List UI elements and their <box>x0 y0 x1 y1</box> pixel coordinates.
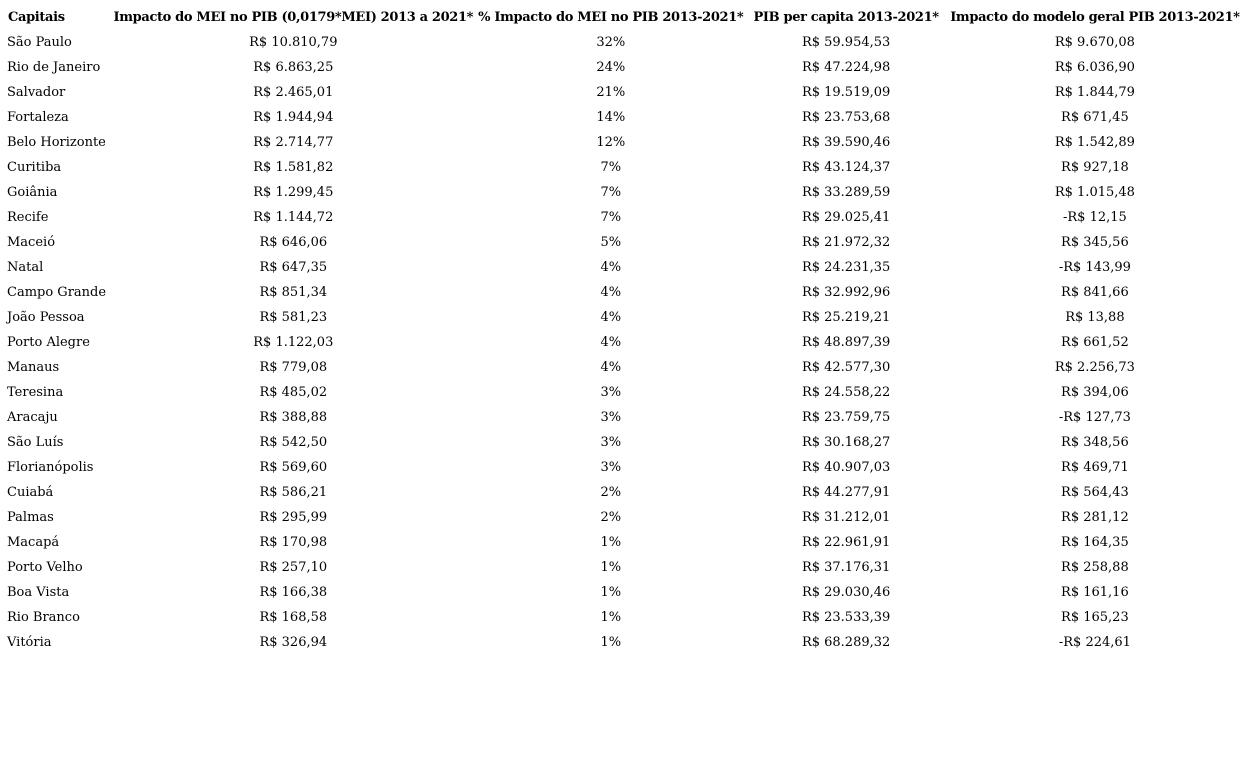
cell-impacto-mei: R$ 542,50 <box>259 435 328 450</box>
table-row <box>0 55 1246 80</box>
cell-impacto-mei: R$ 168,58 <box>259 610 328 625</box>
cell-capital: Belo Horizonte <box>7 135 106 150</box>
cell-pib-per-capita: R$ 42.577,30 <box>801 360 891 375</box>
cell-pib-per-capita: R$ 29.025,41 <box>801 210 891 225</box>
cell-impacto-modelo: R$ 164,35 <box>1061 535 1129 550</box>
cell-impacto-mei: R$ 1.299,45 <box>253 185 334 200</box>
cell-capital: Fortaleza <box>7 110 69 125</box>
cell-pib-per-capita: R$ 48.897,39 <box>801 335 891 350</box>
table-row <box>0 230 1246 255</box>
cell-pib-per-capita: R$ 24.231,35 <box>801 260 891 275</box>
table-row <box>0 480 1246 505</box>
header-pib-per-capita: PIB per capita 2013-2021* <box>753 10 939 25</box>
cell-impacto-mei: R$ 1.944,94 <box>253 110 334 125</box>
cell-capital: Rio Branco <box>7 610 80 625</box>
table-row <box>0 530 1246 555</box>
cell-capital: Natal <box>7 260 44 275</box>
table-row <box>0 405 1246 430</box>
cell-capital: Rio de Janeiro <box>7 60 101 75</box>
cell-pib-per-capita: R$ 44.277,91 <box>801 485 891 500</box>
cell-percent-impacto: 7% <box>600 160 622 175</box>
table-row <box>0 455 1246 480</box>
cell-capital: Campo Grande <box>7 285 107 300</box>
table-row <box>0 105 1246 130</box>
cell-capital: Porto Velho <box>7 560 83 575</box>
cell-impacto-modelo: R$ 161,16 <box>1061 585 1129 600</box>
table-row <box>0 280 1246 305</box>
cell-impacto-mei: R$ 2.465,01 <box>253 85 334 100</box>
cell-impacto-modelo: R$ 258,88 <box>1061 560 1129 575</box>
cell-percent-impacto: 1% <box>600 635 622 650</box>
cell-percent-impacto: 3% <box>600 435 622 450</box>
cell-impacto-mei: R$ 586,21 <box>259 485 328 500</box>
cell-impacto-modelo: R$ 469,71 <box>1061 460 1129 475</box>
cell-capital: Aracaju <box>7 410 58 425</box>
cell-percent-impacto: 2% <box>600 510 622 525</box>
cell-capital: Recife <box>7 210 49 225</box>
cell-pib-per-capita: R$ 23.533,39 <box>801 610 891 625</box>
cell-capital: Cuiabá <box>7 485 54 500</box>
cell-percent-impacto: 12% <box>596 135 626 150</box>
cell-impacto-modelo: R$ 564,43 <box>1061 485 1129 500</box>
cell-impacto-mei: R$ 485,02 <box>259 385 328 400</box>
cell-impacto-modelo: R$ 13,88 <box>1065 310 1125 325</box>
cell-pib-per-capita: R$ 23.759,75 <box>801 410 891 425</box>
table-row <box>0 580 1246 605</box>
table-row <box>0 155 1246 180</box>
table-row <box>0 605 1246 630</box>
cell-impacto-modelo: R$ 165,23 <box>1061 610 1129 625</box>
header-impacto-mei-pib: Impacto do MEI no PIB (0,0179*MEI) 2013 a 2021* <box>113 10 474 25</box>
cell-impacto-modelo: R$ 1.542,89 <box>1054 135 1135 150</box>
cell-impacto-modelo: R$ 9.670,08 <box>1054 35 1135 50</box>
cell-impacto-modelo: R$ 345,56 <box>1061 235 1129 250</box>
table-row <box>0 305 1246 330</box>
cell-percent-impacto: 2% <box>600 485 622 500</box>
cell-percent-impacto: 4% <box>600 285 622 300</box>
cell-impacto-mei: R$ 6.863,25 <box>253 60 334 75</box>
cell-impacto-mei: R$ 326,94 <box>259 635 328 650</box>
cell-percent-impacto: 1% <box>600 585 622 600</box>
cell-impacto-mei: R$ 295,99 <box>259 510 328 525</box>
cell-capital: Florianópolis <box>7 460 94 475</box>
cell-impacto-mei: R$ 851,34 <box>259 285 328 300</box>
cell-pib-per-capita: R$ 32.992,96 <box>801 285 891 300</box>
cell-pib-per-capita: R$ 25.219,21 <box>801 310 891 325</box>
cell-pib-per-capita: R$ 33.289,59 <box>801 185 891 200</box>
cell-capital: Boa Vista <box>7 585 70 600</box>
cell-percent-impacto: 1% <box>600 535 622 550</box>
table-row <box>0 355 1246 380</box>
table-row <box>0 30 1246 55</box>
cell-impacto-mei: R$ 170,98 <box>259 535 328 550</box>
cell-pib-per-capita: R$ 39.590,46 <box>801 135 891 150</box>
cell-impacto-mei: R$ 581,23 <box>259 310 328 325</box>
cell-impacto-modelo: R$ 348,56 <box>1061 435 1129 450</box>
cell-impacto-modelo: R$ 927,18 <box>1061 160 1129 175</box>
cell-impacto-modelo: -R$ 12,15 <box>1062 210 1127 225</box>
cell-impacto-mei: R$ 1.122,03 <box>253 335 334 350</box>
table-row <box>0 80 1246 105</box>
cell-percent-impacto: 7% <box>600 185 622 200</box>
cell-pib-per-capita: R$ 40.907,03 <box>801 460 891 475</box>
table-body <box>0 30 1246 655</box>
table-row <box>0 380 1246 405</box>
cell-percent-impacto: 32% <box>596 35 626 50</box>
cell-pib-per-capita: R$ 43.124,37 <box>801 160 891 175</box>
table-row <box>0 430 1246 455</box>
cell-impacto-modelo: R$ 671,45 <box>1061 110 1129 125</box>
cell-impacto-mei: R$ 10.810,79 <box>249 35 338 50</box>
table-row <box>0 505 1246 530</box>
cell-capital: Salvador <box>7 85 66 100</box>
cell-pib-per-capita: R$ 21.972,32 <box>801 235 891 250</box>
cell-percent-impacto: 14% <box>596 110 626 125</box>
header-row <box>0 5 1246 30</box>
cell-impacto-modelo: -R$ 143,99 <box>1058 260 1131 275</box>
cell-pib-per-capita: R$ 59.954,53 <box>801 35 891 50</box>
cell-impacto-modelo: R$ 661,52 <box>1061 335 1129 350</box>
cell-impacto-mei: R$ 166,38 <box>259 585 328 600</box>
table-row <box>0 555 1246 580</box>
cell-percent-impacto: 21% <box>596 85 626 100</box>
cell-impacto-modelo: R$ 281,12 <box>1061 510 1129 525</box>
cell-impacto-modelo: R$ 394,06 <box>1061 385 1129 400</box>
cell-impacto-mei: R$ 388,88 <box>259 410 328 425</box>
header-impacto-modelo-geral: Impacto do modelo geral PIB 2013-2021* <box>950 10 1240 25</box>
cell-impacto-modelo: -R$ 224,61 <box>1058 635 1131 650</box>
cell-impacto-modelo: -R$ 127,73 <box>1058 410 1131 425</box>
cell-capital: São Paulo <box>7 35 72 50</box>
table-row <box>0 330 1246 355</box>
cell-pib-per-capita: R$ 30.168,27 <box>801 435 891 450</box>
cell-capital: Macapá <box>7 535 60 550</box>
cell-impacto-modelo: R$ 841,66 <box>1061 285 1129 300</box>
capitals-table <box>0 5 1246 655</box>
cell-percent-impacto: 1% <box>600 560 622 575</box>
cell-capital: Goiânia <box>7 185 58 200</box>
table-row <box>0 130 1246 155</box>
cell-impacto-mei: R$ 2.714,77 <box>253 135 334 150</box>
cell-capital: Manaus <box>7 360 60 375</box>
cell-capital: Curitiba <box>7 160 62 175</box>
cell-capital: São Luís <box>7 435 64 450</box>
cell-percent-impacto: 1% <box>600 610 622 625</box>
cell-pib-per-capita: R$ 19.519,09 <box>801 85 891 100</box>
table-row <box>0 205 1246 230</box>
cell-pib-per-capita: R$ 22.961,91 <box>801 535 891 550</box>
cell-impacto-modelo: R$ 6.036,90 <box>1054 60 1135 75</box>
table-row <box>0 630 1246 655</box>
cell-capital: Porto Alegre <box>7 335 90 350</box>
cell-capital: Palmas <box>7 510 54 525</box>
cell-pib-per-capita: R$ 37.176,31 <box>801 560 891 575</box>
cell-percent-impacto: 3% <box>600 410 622 425</box>
cell-percent-impacto: 3% <box>600 385 622 400</box>
cell-percent-impacto: 4% <box>600 360 622 375</box>
cell-percent-impacto: 4% <box>600 335 622 350</box>
cell-impacto-mei: R$ 779,08 <box>259 360 328 375</box>
cell-pib-per-capita: R$ 31.212,01 <box>801 510 891 525</box>
cell-pib-per-capita: R$ 68.289,32 <box>801 635 891 650</box>
cell-impacto-mei: R$ 257,10 <box>259 560 328 575</box>
cell-impacto-mei: R$ 647,35 <box>259 260 328 275</box>
table-row <box>0 255 1246 280</box>
header-capitais: Capitais <box>8 10 65 25</box>
cell-percent-impacto: 5% <box>600 235 622 250</box>
cell-capital: Maceió <box>7 235 56 250</box>
header-percent-impacto-mei: % Impacto do MEI no PIB 2013-2021* <box>478 10 744 25</box>
cell-impacto-mei: R$ 569,60 <box>259 460 328 475</box>
cell-impacto-modelo: R$ 2.256,73 <box>1054 360 1135 375</box>
cell-capital: Teresina <box>7 385 64 400</box>
cell-pib-per-capita: R$ 47.224,98 <box>801 60 891 75</box>
cell-impacto-mei: R$ 1.581,82 <box>253 160 334 175</box>
table-row <box>0 180 1246 205</box>
cell-impacto-modelo: R$ 1.015,48 <box>1054 185 1135 200</box>
cell-percent-impacto: 7% <box>600 210 622 225</box>
cell-percent-impacto: 3% <box>600 460 622 475</box>
cell-percent-impacto: 24% <box>596 60 626 75</box>
cell-pib-per-capita: R$ 29.030,46 <box>801 585 891 600</box>
cell-impacto-mei: R$ 1.144,72 <box>253 210 334 225</box>
cell-impacto-mei: R$ 646,06 <box>259 235 328 250</box>
cell-capital: João Pessoa <box>7 310 85 325</box>
cell-pib-per-capita: R$ 23.753,68 <box>801 110 891 125</box>
cell-percent-impacto: 4% <box>600 260 622 275</box>
cell-percent-impacto: 4% <box>600 310 622 325</box>
cell-capital: Vitória <box>7 635 52 650</box>
cell-pib-per-capita: R$ 24.558,22 <box>801 385 891 400</box>
cell-impacto-modelo: R$ 1.844,79 <box>1054 85 1135 100</box>
